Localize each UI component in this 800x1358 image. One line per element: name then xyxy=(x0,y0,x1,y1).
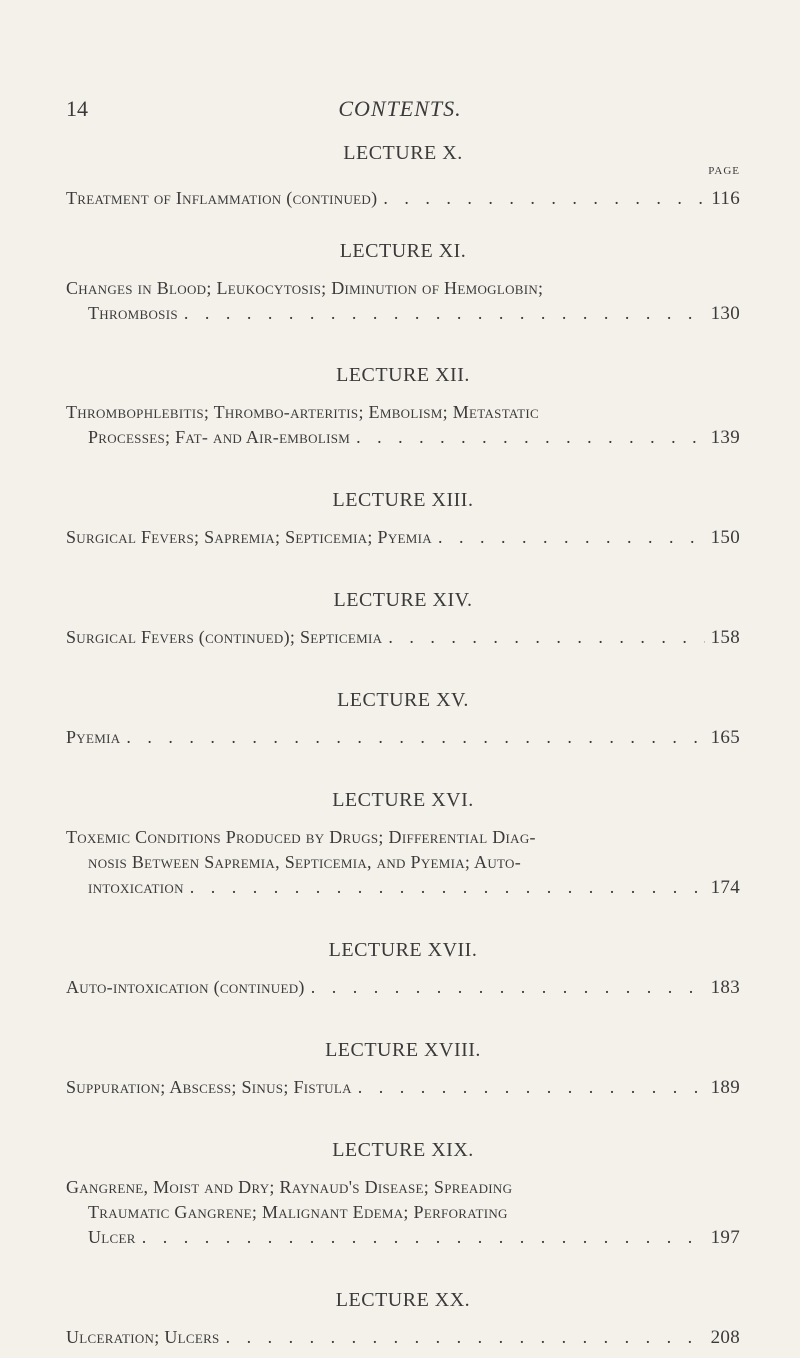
entry-text: Thrombophlebitis; Thrombo-arteritis; Embolism; Metastatic xyxy=(66,402,539,422)
entry-text: Ulcer xyxy=(88,1227,136,1247)
lecture-section xyxy=(66,687,740,750)
entry-page-number: 150 xyxy=(710,527,740,548)
entry-line xyxy=(66,1075,740,1100)
entry-text: Processes; Fat- and Air-embolism xyxy=(88,427,351,447)
entry-page-number: 116 xyxy=(711,188,740,209)
entry-text: Surgical Fevers (continued); Septicemia xyxy=(66,627,383,647)
entry-line xyxy=(66,1325,740,1350)
entry-text: Gangrene, Moist and Dry; Raynaud's Disease; Spreading xyxy=(66,1177,513,1197)
lecture-entry xyxy=(66,1175,740,1250)
lecture-heading: LECTURE XVI. xyxy=(332,789,474,811)
dot-leader xyxy=(311,975,705,1000)
lecture-entry xyxy=(66,725,740,750)
entry-text: Treatment of Inflammation (continued) xyxy=(66,188,378,208)
entry-text: Traumatic Gangrene; Malignant Edema; Perforating xyxy=(88,1202,508,1222)
lecture-heading: LECTURE X. xyxy=(343,142,463,164)
entry-text: Changes in Blood; Leukocytosis; Diminution of Hemoglobin; xyxy=(66,278,544,298)
lecture-entry xyxy=(66,975,740,1000)
dot-leader xyxy=(358,1075,705,1100)
lecture-section xyxy=(66,487,740,550)
entry-text: Surgical Fevers; Sapremia; Septicemia; Pyemia xyxy=(66,527,432,547)
page-number: 14 xyxy=(66,96,88,121)
entry-text: intoxication xyxy=(88,877,184,897)
entry-line xyxy=(66,186,740,211)
lecture-entry xyxy=(66,276,740,326)
lecture-section xyxy=(66,238,740,326)
lecture-heading: LECTURE XIX. xyxy=(332,1139,474,1161)
entry-line xyxy=(66,975,740,1000)
lecture-heading: LECTURE XIV. xyxy=(333,589,473,611)
entry-line xyxy=(66,1225,740,1250)
entry-page-number: 189 xyxy=(710,1077,740,1098)
entry-page-number: 165 xyxy=(710,727,740,748)
entry-line xyxy=(66,625,740,650)
entry-page-number: 174 xyxy=(710,877,740,898)
entry-page-number: 197 xyxy=(710,1227,740,1248)
dot-leader xyxy=(226,1325,705,1350)
lecture-heading: LECTURE XV. xyxy=(337,689,469,711)
lecture-heading: LECTURE XIII. xyxy=(332,489,474,511)
lecture-entry xyxy=(66,400,740,450)
lecture-section xyxy=(66,787,740,900)
entry-page-number: 130 xyxy=(710,303,740,324)
entry-line xyxy=(66,301,740,326)
dot-leader xyxy=(438,525,705,550)
lecture-entry xyxy=(66,625,740,650)
lecture-section xyxy=(66,587,740,650)
lecture-section xyxy=(66,362,740,450)
lecture-entry xyxy=(66,825,740,900)
entry-page-number: 139 xyxy=(710,427,740,448)
entry-text: Ulceration; Ulcers xyxy=(66,1327,220,1347)
lecture-heading: LECTURE XVII. xyxy=(328,939,478,961)
entry-text: Toxemic Conditions Produced by Drugs; Differential Diag- xyxy=(66,827,536,847)
page-column-label: PAGE xyxy=(708,165,740,177)
lecture-heading: LECTURE XI. xyxy=(339,240,467,262)
lecture-entry xyxy=(66,186,740,211)
lecture-heading: LECTURE XII. xyxy=(336,364,470,386)
entry-text: Pyemia xyxy=(66,727,121,747)
entry-page-number: 158 xyxy=(710,627,740,648)
lecture-entry xyxy=(66,1075,740,1100)
lecture-section xyxy=(66,140,740,211)
entry-line xyxy=(66,875,740,900)
entry-text: nosis Between Sapremia, Septicemia, and Pyemia; Auto- xyxy=(88,852,522,872)
dot-leader xyxy=(356,425,705,450)
lecture-entry xyxy=(66,1325,740,1350)
entry-line xyxy=(66,525,740,550)
dot-leader xyxy=(142,1225,705,1250)
entry-text: Thrombosis xyxy=(88,303,178,323)
lecture-section xyxy=(66,1137,740,1250)
dot-leader xyxy=(190,875,705,900)
entry-text: Auto-intoxication (continued) xyxy=(66,977,305,997)
lecture-section xyxy=(66,1287,740,1350)
entry-line xyxy=(66,425,740,450)
dot-leader xyxy=(383,186,705,211)
lecture-section xyxy=(66,1037,740,1100)
lecture-section xyxy=(66,937,740,1000)
entry-text: Suppuration; Abscess; Sinus; Fistula xyxy=(66,1077,352,1097)
running-head: CONTENTS. xyxy=(338,96,462,121)
lecture-heading: LECTURE XVIII. xyxy=(325,1039,481,1061)
entry-page-number: 183 xyxy=(710,977,740,998)
dot-leader xyxy=(184,301,705,326)
entry-line xyxy=(66,725,740,750)
entry-page-number: 208 xyxy=(710,1327,740,1348)
lecture-entry xyxy=(66,525,740,550)
dot-leader xyxy=(388,625,704,650)
dot-leader xyxy=(126,725,704,750)
page-header xyxy=(0,96,800,126)
lecture-heading: LECTURE XX. xyxy=(335,1289,471,1311)
